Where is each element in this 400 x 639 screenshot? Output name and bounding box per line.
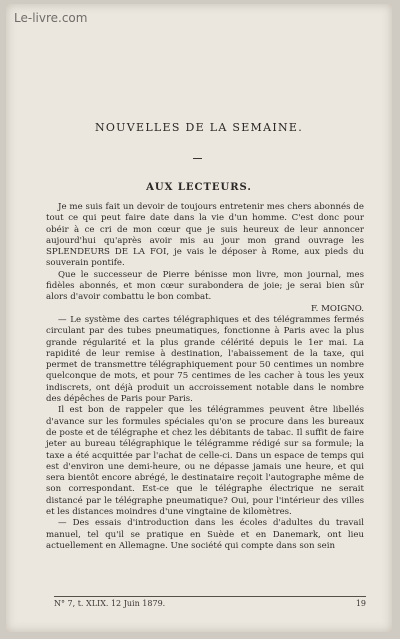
signature: F. MOIGNO. [311,303,364,314]
document-page [6,4,392,632]
news-paragraph: Il est bon de rappeler que les télégrammes peuvent être libellés d'avance sur les formules spéciales qu'on se procure dans les bureaux de poste et de télégraphe et chez les débitants de tabac. Il suffit de faire jeter au bureau télégraphique le télégramme rédigé sur sa formule; la taxe a été acquittée par l'achat de celle-ci. Dans un espace de temps qui est d'environ une demi-heure, ou ne dépasse jamais une heure, et qui sera bientôt encore abrégé, le destinataire reçoit l'autographe même de son correspondant. Est-ce que le télégraphe électrique ne serait distancé par le télégraphe pneumatique? Oui, pour l'intérieur des villes et les distances moindres d'une vingtaine de kilomètres. [46,405,364,518]
page-footer [54,596,366,608]
title-divider [193,158,202,159]
article-body [46,202,364,552]
page-number: 19 [355,599,366,608]
news-paragraph: — Des essais d'introduction dans les écoles d'adultes du travail manuel, tel qu'il se pratique en Suède et en Danemark, ont lieu actuellement en Allemagne. Une société qui compte dans son sein [46,518,364,551]
paragraph: Que le successeur de Pierre bénisse mon livre, mon journal, mes fidèles abonnés, et mon cœur surabondera de joie; je serai bien sûr alors d'avoir combattu le bon combat. [46,269,364,303]
issue-info: N° 7, t. XLIX. 12 Juin 1879. [54,599,166,608]
news-paragraph: — Le système des cartes télégraphiques et des télégrammes fermés circulant par des tubes pneumatiques, fonctionne à Paris avec la plus grande régularité et la plus grande célérité depuis le 1er mai. La rapidité de leur remise à destination, l'abaissement de la taxe, qui permet de transmettre télégraphiquement pour 50 centimes un nombre quelconque de mots, et pour 75 centimes de les cacher à tous les yeux indiscrets, ont déjà produit un accroissement notable dans le nombre des dépêches de Paris pour Paris. [46,314,364,405]
paragraph: Je me suis fait un devoir de toujours entretenir mes chers abonnés de tout ce qui peut faire date dans la vie d'un homme. C'est donc pour obéir à ce cri de mon cœur que je suis heureux de leur annoncer aujourd'hui qu'après avoir mis au jour mon grand ouvrage les SPLENDEURS DE LA FOI, je vais le déposer à Rome, aux pieds du souverain pontife. [46,202,364,269]
article-subtitle: AUX LECTEURS. [146,182,252,193]
section-title: NOUVELLES DE LA SEMAINE. [94,121,304,134]
watermark: Le-livre.com [14,11,88,25]
